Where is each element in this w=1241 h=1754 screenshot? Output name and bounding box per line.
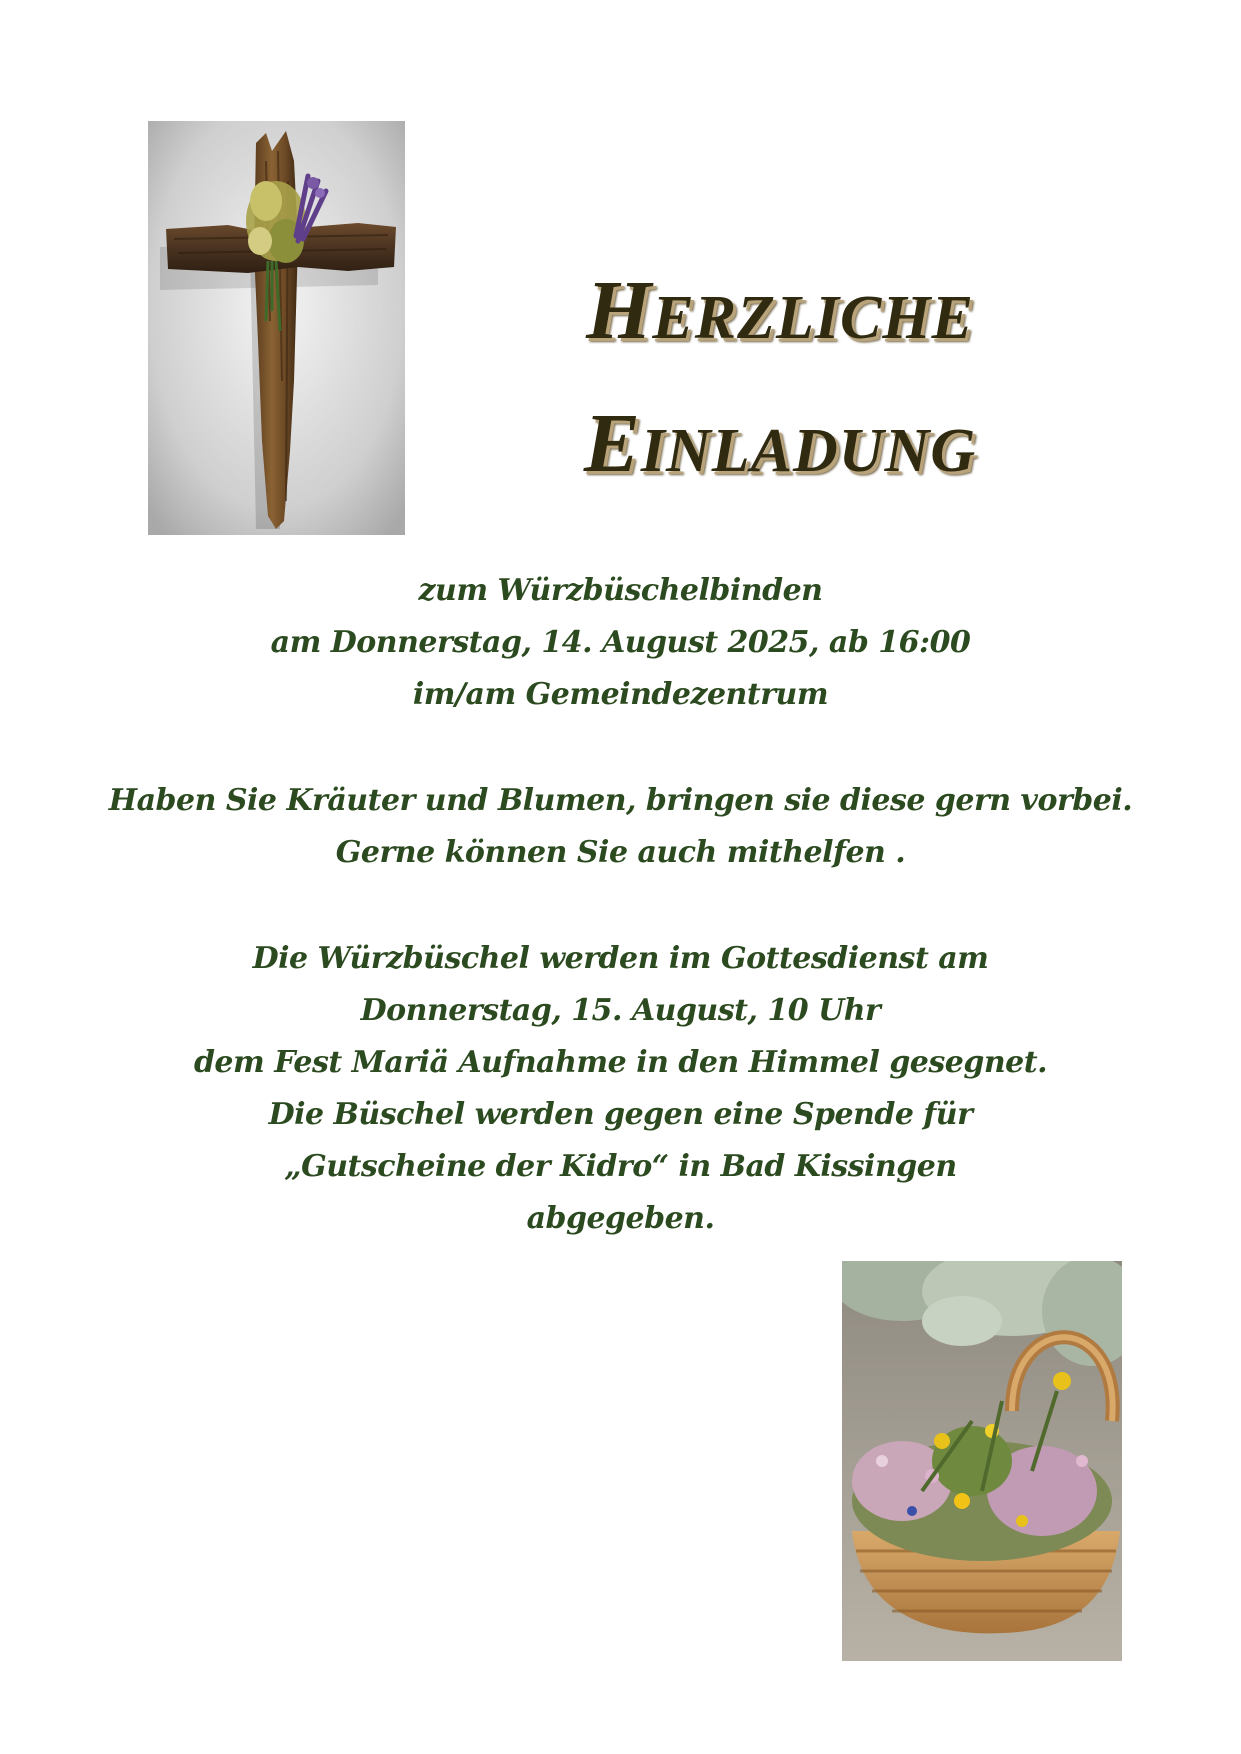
event-date: am Donnerstag, 14. August 2025, ab 16:00: [270, 625, 971, 660]
headline-1-rest: ERZLICHE: [652, 284, 974, 352]
herbs-request: [60, 775, 1181, 879]
cross-illustration: [148, 121, 405, 535]
event-purpose: zum Würzbüschelbinden: [418, 573, 823, 608]
headline-1-initial: H: [586, 264, 653, 357]
headline-2-rest: INLADUNG: [640, 417, 977, 485]
blessing-line: Die Würzbüschel werden im Gottesdienst am: [252, 941, 989, 976]
headline-2-initial: E: [583, 397, 641, 490]
herbs-request-line: Haben Sie Kräuter und Blumen, bringen sie diese gern vorbei.: [108, 783, 1133, 818]
blessing-line: Donnerstag, 15. August, 10 Uhr: [360, 993, 881, 1028]
blessing-line: dem Fest Mariä Aufnahme in den Himmel gesegnet.: [193, 1045, 1048, 1080]
headline-line-2: [520, 395, 1040, 492]
blessing-info: [60, 933, 1181, 1245]
herb-basket-photo: [842, 1261, 1122, 1661]
basket-illustration: [842, 1261, 1122, 1661]
event-details: [60, 565, 1181, 721]
blessing-line: abgegeben.: [526, 1201, 715, 1236]
event-location: im/am Gemeindezentrum: [412, 677, 829, 712]
blessing-line: Die Büschel werden gegen eine Spende für: [268, 1097, 973, 1132]
headline-line-1: [520, 262, 1040, 359]
blessing-line: „Gutscheine der Kidro“ in Bad Kissingen: [284, 1149, 957, 1184]
help-request-line: Gerne können Sie auch mithelfen .: [335, 835, 906, 870]
wooden-cross-photo: [148, 121, 405, 535]
